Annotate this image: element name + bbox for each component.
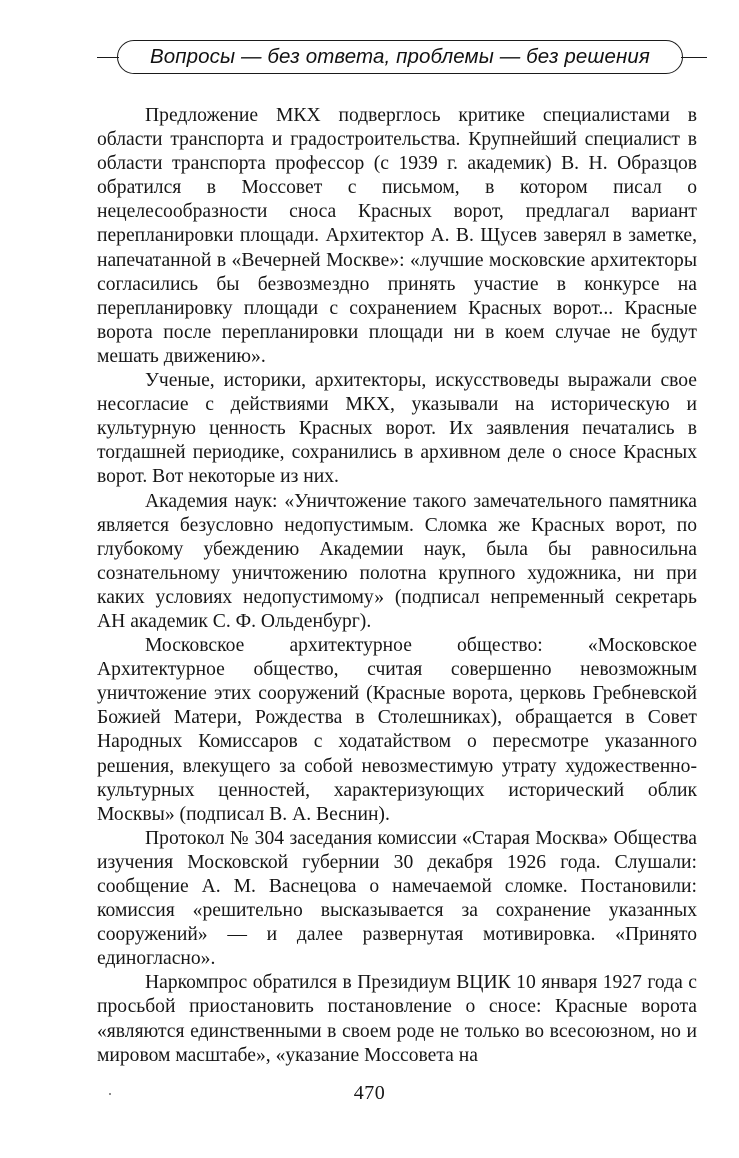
- header-rule-left: [97, 57, 119, 58]
- header-frame: [117, 40, 683, 74]
- running-header: [97, 38, 707, 76]
- paragraph-2: Ученые, историки, архитекторы, искусствоведы выражали свое несогласие с действиями МКХ, указывали на историческую и культурную ценность Красных ворот. Их заявления печатались в тогдашней периодике, сохранились в архивном деле о сносе Красных ворот. Вот некоторые из них.: [97, 370, 697, 488]
- page-number: 470: [353, 1082, 386, 1104]
- paragraph-1: Предложение МКХ подверглось критике специалистами в области транспорта и градостроительства. Крупнейший специалист в области транспорта профессор (с 1939 г. академик) В. Н. Образцов обратился в Моссовет с письмом, в котором писал о нецелесообразности сноса Красных ворот, предлагал вариант перепланировки площади. Архитектор А. В. Щусев заверял в заметке, напечатанной в «Вечерней Москве»: «лучшие московские архитекторы согласились бы безвозмездно принять участие в конкурсе на перепланировку площади с сохранением Красных ворот... Красные ворота после перепланировки площади ни в коем случае не будут мешать движению».: [97, 105, 697, 367]
- paragraph-6: Наркомпрос обратился в Президиум ВЦИК 10 января 1927 года с просьбой приостановить постановление о сносе: Красные ворота «являются единственными в своем роде не только во всесоюзном, но и мировом масштабе», «указание Моссовета на: [97, 972, 697, 1066]
- paragraph-3: Академия наук: «Уничтожение такого замечательного памятника является безусловно недопустимым. Сломка же Красных ворот, по глубокому убеждению Академии наук, была бы равносильна сознательному уничтожению полотна крупного художника, ни при каких условиях недопустимому» (подписал непременный секретарь АН академик С. Ф. Ольденбург).: [97, 490, 697, 632]
- body-text: [97, 104, 697, 1068]
- header-rule-right: [681, 57, 707, 58]
- paragraph-5: Протокол № 304 заседания комиссии «Старая Москва» Общества изучения Московской губернии 30 декабря 1926 года. Слушали: сообщение А. М. Васнецова о намечаемой сломке. Постановили: комиссия «решительно высказывается за сохранение указанных сооружений» — и далее развернутая мотивировка. «Принято единогласно».: [97, 827, 697, 970]
- paragraph-4: Московское архитектурное общество: «Московское Архитектурное общество, считая совершенно невозможным уничтожение этих сооружений (Красные ворота, церковь Гребневской Божией Матери, Рождества в Столешниках), обращается в Совет Народных Комиссаров с ходатайством о пересмотре указанного решения, влекущего за собой невозместимую утрату художественно-культурных ценностей, характеризующих исторический облик Москвы» (подписал В. А. Веснин).: [97, 635, 697, 825]
- running-header-title: Вопросы — без ответа, проблемы — без решения: [150, 45, 650, 68]
